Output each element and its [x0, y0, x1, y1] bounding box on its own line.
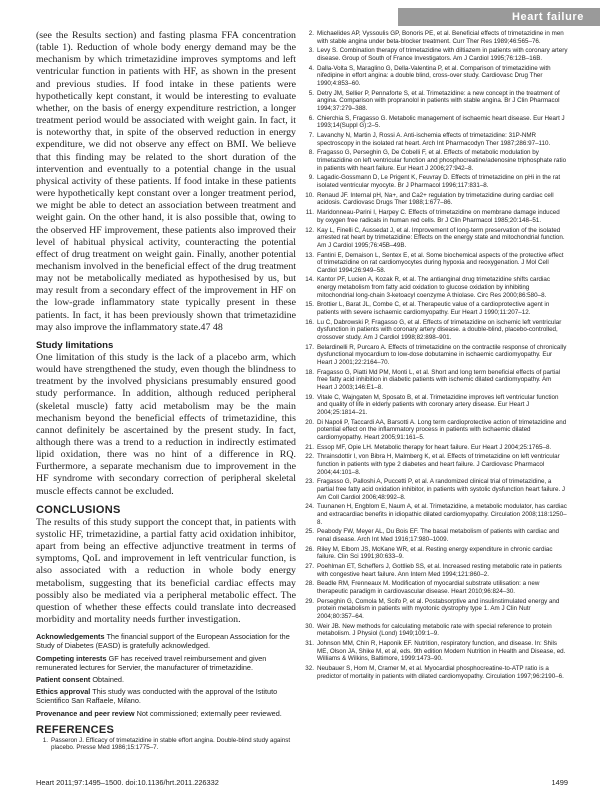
reference-text: Renaud JF. Internal pH, Na+, and Ca2+ regulation by trimetazidine during cardiac cell acidosis. Cardiovasc Drugs Ther 1988;1:677–86.: [317, 191, 554, 207]
reference-text: Dalla-Volta S, Maraglino G, Della-Valentina P, et al. Comparison of trimetazidine with nifedipine in effort angina: a double blind, cross-over study. Cardiovasc Drug Ther 1990;4:853–60.: [317, 64, 551, 87]
reference-number: 32.: [305, 665, 314, 673]
reference-text: Maridonneau-Parini I, Harpey C. Effects of trimetazidine on membrane damage induced by oxygen free radicals in human red cells. Br J Clin Pharmacol 1985;20:148–51.: [317, 209, 560, 224]
reference-item: [302, 665, 568, 680]
reference-number: 25.: [305, 528, 314, 536]
reference-item: [302, 319, 568, 342]
reference-number: 27.: [305, 563, 314, 571]
declaration-competing-interests: [36, 654, 296, 672]
declaration-acknowledgements: [36, 632, 296, 650]
reference-text: Lu C, Dabrowski P, Fragasso G, et al. Effects of trimetazidine on ischemic left ventricular dysfunction in patients with coronary artery disease. a double-blind, placebo-controlled, crossover study. Am J Cardiol 1998;82:898–901.: [317, 318, 562, 341]
references-heading: REFERENCES: [36, 723, 115, 736]
reference-number: 10.: [305, 191, 314, 199]
reference-number: 14.: [305, 276, 314, 284]
reference-number: 22.: [305, 453, 314, 461]
reference-number: 15.: [305, 301, 314, 309]
reference-number: 18.: [305, 368, 314, 376]
reference-number: 24.: [305, 503, 314, 511]
reference-number: 1.: [42, 736, 48, 744]
reference-item: [302, 394, 568, 417]
reference-text: Poehlman ET, Scheffers J, Gottlieb SS, et al. Increased resting metabolic rate in patients with congestive heart failure. Ann Intern Med 1994;121:860–2.: [317, 563, 562, 578]
declaration-text: GF has received travel reimbursement and given remunerated lectures for Servier, the manufacturer of trimetazidine.: [36, 653, 267, 672]
reference-number: 23.: [305, 478, 314, 486]
reference-text: Vitale C, Wajngaten M, Sposato B, et al. Trimetazidine improves left ventricular function and quality of life in elderly patients with coronary artery disease. Eur Heart J 2004;25:1814–21.: [317, 393, 559, 416]
declaration-text: The financial support of the European Association for the Study of Diabetes (EASD) is gratefully acknowledged.: [36, 632, 290, 651]
reference-text: Lavanchy N, Martin J, Rossi A. Anti-ischemia effects of trimetazidine: 31P-NMR spectroscopy in the isolated rat heart. Arch Int Pharmacodyn Ther 1987;286:97–110.: [317, 132, 551, 147]
reference-text: Brottier L, Barat JL, Combe C, et al. Therapeutic value of a cardioprotective agent in patients with severe ischaemic cardiomyopathy. Eur Heart J 1990;11:207–12.: [317, 301, 550, 317]
reference-text: Fragasso G, Palloshi A, Puccetti P, et al. A randomized clinical trial of trimetazidine, a partial free fatty acid oxidation inhibitor, in patients with systolic dysfunction heart failure. J Am Coll Cardiol 2006;48:992–8.: [317, 478, 566, 501]
section-title-bar: [398, 8, 600, 26]
reference-text: Michaelides AP, Vyssoulis GP, Bonoris PE, et al. Beneficial effects of trimetazidine in men with stable angina under beta-blocker treatment. Curr Ther Res 1989;46:565–76.: [317, 30, 564, 45]
reference-item: [36, 737, 296, 752]
reference-item: [302, 276, 568, 299]
discussion-paragraph: (see the Results section) and fasting plasma FFA concentration (table 1). Reduction of whole body energy demand may be the mechanism by which trimetazidine improves symptoms and left ventricular function in patients with HF, as shown in the present and previous studies. If food intake in these patients were hypothetically kept constant, it would be interesting to evaluate whether, on the basis of energy expenditure restriction, a longer treatment period would be associated with weight gain. In fact, it is noteworthy that, in spite of the observed reduction in energy expenditure, we did not observe any effect on BMI. We believe that this finding may be related to the short duration of the intervention and eventually to a potential change in the usual physical activity of these patients. If food intake in these patients were hypothetically kept constant over a longer treatment period, we might be able to detect an association between treatment and weight gain. On the other hand, it is also possible that, owing to the observed HF improvement, these patients also improved their level of habitual physical activity, counteracting the potential effect of drug treatment on weight gain. Finally, another potential mechanism involved in the beneficial effect of the drug treatment may not be metabolically mediated as hypothesised by us, but may result from a secondary effect of the improvement in HF on the low-grade inflammatory state typically present in these patients. In fact, it has been previously shown that trimetazidine may also improve the inflammatory state.47 48: [36, 30, 296, 333]
reference-number: 4.: [308, 64, 314, 72]
reference-item: [302, 623, 568, 638]
reference-item: [302, 174, 568, 189]
reference-number: 9.: [308, 174, 314, 182]
declaration-text: Obtained.: [92, 675, 125, 684]
section-title: Heart failure: [512, 11, 584, 23]
reference-number: 7.: [308, 132, 314, 140]
reference-item: [302, 149, 568, 172]
reference-text: Kay L, Finelli C, Aussedat J, et al. Improvement of long-term preservation of the isolated arrested rat heart by trimetazidine: Effects on the energy state and mitochondrial function. Am J Cardiol 1995;76:45B–49B.: [317, 226, 565, 249]
reference-number: 17.: [305, 343, 314, 351]
declaration-patient-consent: [36, 675, 296, 684]
reference-number: 11.: [305, 209, 314, 217]
reference-number: 28.: [305, 580, 314, 588]
reference-text: Thrainsdottir I, von Bibra H, Malmberg K, et al. Effects of trimetazidine on left ventricular function in patients with type 2 diabetes and heart failure. J Cardiovasc Pharmacol 2004;44:101–8.: [317, 453, 560, 476]
reference-item: [302, 478, 568, 501]
left-column: [36, 30, 296, 768]
reference-item: [302, 227, 568, 250]
reference-number: 2.: [308, 30, 314, 37]
reference-text: Passeron J. Efficacy of trimetazidine in stable effort angina. Double-blind study against placebo. Presse Med 1986;15:1775–7.: [51, 736, 291, 752]
reference-text: Weir JB. New methods for calculating metabolic rate with special reference to protein metabolism. J Physiol (Lond) 1949;109:1–9.: [317, 622, 552, 638]
reference-item: [302, 209, 568, 224]
reference-item: [302, 503, 568, 526]
reference-number: 5.: [308, 89, 314, 97]
declarations: [36, 632, 296, 718]
declaration-ethics-approval: [36, 687, 296, 705]
reference-text: Tuunanen H, Engblom E, Naum A, et al. Trimetazidine, a metabolic modulator, has cardiac and extracardiac benefits in idiopathic dilated cardiomyopathy. Circulation 2008;118:1250–8.: [317, 503, 567, 526]
conclusions-text: The results of this study support the concept that, in patients with systolic HF, trimetazidine, a partial fatty acid oxidation inhibitor, apart from being an effective adjunctive treatment in terms of symptoms, QoL and improvement in left ventricular function, is also associated with a reduction in whole body energy metabolism, suggesting that its beneficial cardiac effects may possibly also be mediated via a peripheral metabolic effect. The question of whether these effects could translate into decreased morbidity and mortality needs further investigation.: [36, 516, 296, 626]
footer-citation: Heart 2011;97:1495–1500. doi:10.1136/hrt.2011.226332: [36, 778, 219, 787]
declaration-text: This study was conducted with the approval of the Istituto Scientifico San Raffaele, Milano.: [36, 687, 278, 706]
reference-item: [302, 192, 568, 207]
reference-number: 26.: [305, 545, 314, 553]
reference-item: [302, 344, 568, 367]
reference-text: Fantini E, Demaison L, Sentex E, et al. Some biochemical aspects of the protective effect of trimetazidine on rat cardiomyocytes during hypoxia and reoxygenation. J Mol Cell Cardiol 1994;26:949–58.: [317, 251, 564, 274]
reference-text: Detry JM, Sellier P, Pennaforte S, et al. Trimetazidine: a new concept in the treatment of angina. Comparison with propranolol in patients with stable angina. Br J Clin Pharmacol 1994;37:279–388.: [317, 89, 560, 112]
reference-number: 8.: [308, 149, 314, 157]
reference-item: [302, 65, 568, 88]
reference-text: Essop MF, Opie LH. Metabolic therapy for heart failure. Eur Heart J 2004;25:1765–8.: [317, 443, 552, 451]
conclusions-heading: CONCLUSIONS: [36, 503, 121, 516]
declaration-label: Patient consent: [36, 675, 91, 684]
reference-text: Neubauer S, Horn M, Cramer M, et al. Myocardial phosphocreatine-to-ATP ratio is a predictor of mortality in patients with dilated cardiomyopathy. Circulation 1997;96:2190–6.: [317, 665, 564, 680]
reference-text: Di Napoli P, Taccardi AA, Barsotti A. Long term cardioprotective action of trimetazidine and potential effect on the inflammatory process in patients with ischaemic dilated cardiomyopathy. Heart 2005;91:161–5.: [317, 418, 567, 441]
declaration-label: Acknowledgements: [36, 632, 105, 642]
reference-text: Johnson MM, Chin R, Haponik EF. Nutrition, respiratory function, and disease. In: Shils ME, Olson JA, Shike M, et al, eds. 9th edition Modern Nutrition in Health and Disease, ed. Williams & Wilkins, Baltimore, 1999:1473–90.: [317, 640, 566, 663]
footer-page-number: 1499: [551, 778, 568, 787]
reference-item: [302, 546, 568, 561]
reference-item: [302, 90, 568, 113]
declaration-label: Provenance and peer review: [36, 708, 135, 718]
reference-number: 21.: [305, 443, 314, 451]
reference-item: [302, 453, 568, 476]
reference-item: [302, 444, 568, 452]
reference-number: 19.: [305, 393, 314, 401]
reference-text: Levy S. Combination therapy of trimetazidine with diltiazem in patients with coronary artery disease. Group of South of France Investigators. Am J Cardiol 1995;76:12B–16B.: [317, 47, 568, 62]
declaration-provenance: [36, 709, 296, 718]
reference-number: 12.: [305, 226, 314, 234]
reference-text: Perseghin G, Comola M, Scifo P, et al. Postabsorptive and insulinstimulated energy and protein metabolism in patients with myotonic dystrophy type 1. Am J Clin Nutr 2004;80:357–64.: [317, 597, 560, 621]
reference-text: Belardinelli R, Purcaro A. Effects of trimetazidine on the contractile response of chronically dysfunctional myocardium to low-dose dobutamine in ischaemic cardiomyopathy. Eur Heart J 2001;22:2164–70.: [317, 343, 567, 366]
study-limitations-text: One limitation of this study is the lack of a placebo arm, which would have strengthened the study, even though the blindness to treatment by the involved physicians presumably ensured good study performance. In addition, although reduced peripheral (skeletal muscle) fatty acid metabolism may be the main mechanism beyond the beneficial effects of trimetazidine, this cannot definitely be ascertained by the present study. In fact, although there was a trend to a reduction in indirectly estimated lipid oxidation, there was no hint of a difference in RQ. Furthermore, a separate mechanism due to improvement in the HF syndrome with secondary correction of peripheral skeletal muscle effects cannot be excluded.: [36, 351, 296, 497]
reference-number: 30.: [305, 622, 314, 630]
reference-item: [302, 47, 568, 62]
declaration-text: Not commissioned; externally peer reviewed.: [136, 708, 282, 718]
reference-text: Fragasso G, Perseghin G, De Cobelli F, et al. Effects of metabolic modulation by trimetazidine on left ventricular function and phosphocreatine/adenosine triphosphate ratio in patients with heart failure. Eur Heart J 2006;27:942–8.: [317, 149, 567, 172]
reference-text: Kantor PF, Lucien A, Kozak R, et al. The antianginal drug trimetazidine shifts cardiac energy metabolism from fatty acid oxidation to glucose oxidation by inhibiting mitochondrial long-chain 3-ketoacyl coenzyme A thiolase. Circ Res 2000;86:580–8.: [317, 276, 550, 299]
reference-number: 3.: [308, 47, 314, 55]
reference-text: Fragasso G, Piatti Md PM, Monti L, et al. Short and long term beneficial effects of partial free fatty acid inhibition in diabetic patients with ischemic dilated cardiomyopathy. Am Heart J 2003;146:E1–8.: [317, 368, 561, 391]
reference-item: [302, 252, 568, 275]
reference-item: [302, 115, 568, 130]
reference-item: [302, 419, 568, 442]
reference-number: 31.: [305, 640, 314, 648]
reference-text: Lagadic-Gossmann D, Le Prigent K, Feuvray D. Effects of trimetazidine on pHi in the rat isolated ventricular myocyte. Br J Pharmacol 1996;117:831–8.: [317, 174, 561, 189]
reference-item: [302, 369, 568, 392]
reference-text: Peabody FW, Meyer AL, Du Bois EF. The basal metabolism of patients with cardiac and renal disease. Arch Int Med 1916;17:980–1009.: [317, 528, 560, 543]
reference-item: [302, 528, 568, 543]
reference-text: Chierchia S, Fragasso G. Metabolic management of ischaemic heart disease. Eur Heart J 1993;14(Suppl G):2–5.: [317, 114, 565, 130]
reference-number: 20.: [305, 418, 314, 426]
reference-item: [302, 563, 568, 578]
reference-text: Beadle RM, Frenneaux M. Modification of myocardial substrate utilisation: a new therapeutic paradigm in cardiovascular disease. Heart 2010;96:824–30.: [317, 580, 540, 596]
reference-number: 6.: [308, 114, 314, 122]
declaration-label: Competing interests: [36, 653, 107, 663]
reference-number: 13.: [305, 251, 314, 259]
declaration-label: Ethics approval: [36, 687, 91, 697]
reference-item: [302, 132, 568, 147]
reference-item: [302, 301, 568, 316]
reference-item: [302, 640, 568, 663]
reference-list: [302, 30, 568, 680]
reference-item: [302, 30, 568, 45]
reference-text: Riley M, Elborn JS, McKane WR, et al. Resting energy expenditure in chronic cardiac failure. Clin Sci 1991;80:633–9.: [317, 545, 553, 561]
reference-item: [302, 598, 568, 621]
study-limitations-heading: Study limitations: [36, 339, 114, 351]
reference-number: 29.: [305, 597, 314, 605]
right-column-references: [302, 30, 568, 768]
reference-number: 16.: [305, 318, 314, 326]
reference-item: [302, 580, 568, 595]
